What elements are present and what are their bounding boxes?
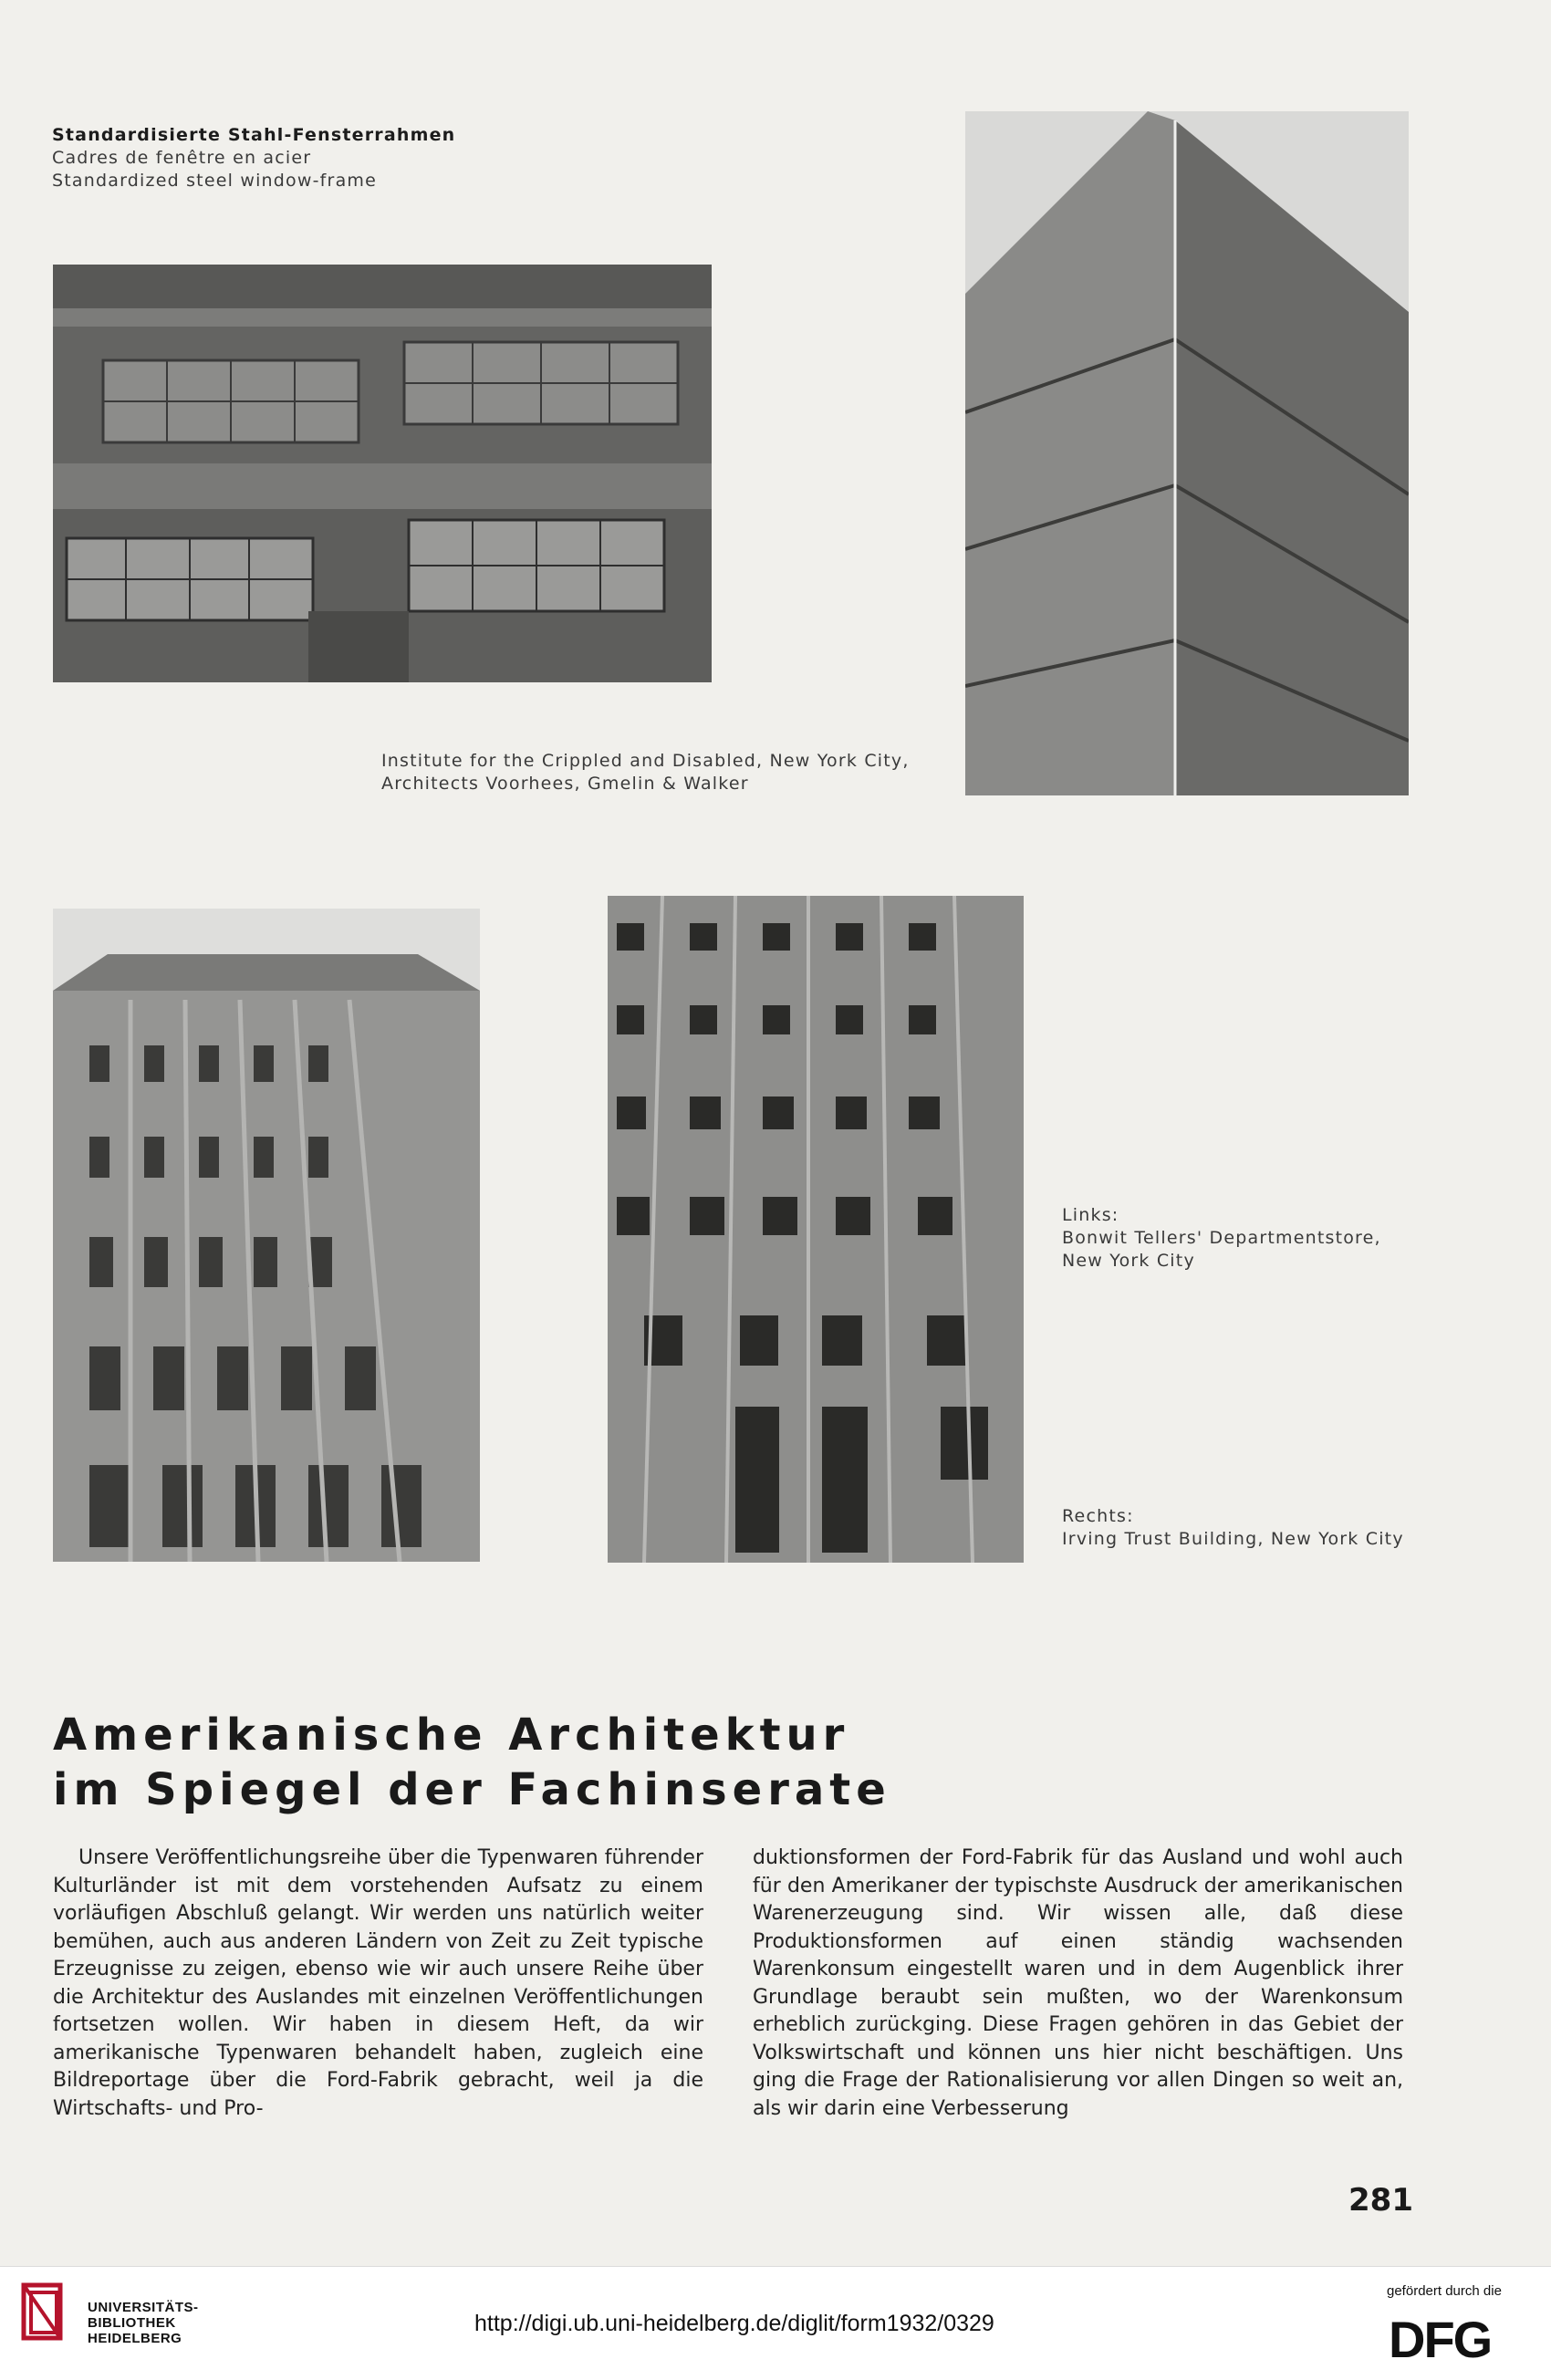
digitization-footer xyxy=(0,2266,1551,2380)
photo-steel-window-facade xyxy=(53,265,712,682)
ub-logo-icon xyxy=(18,2280,71,2344)
library-name-line-1: UNIVERSITÄTS- xyxy=(88,2300,199,2315)
library-name xyxy=(88,2300,199,2346)
photo-bonwit-teller xyxy=(53,909,480,1562)
headline-line-2: im Spiegel der Fachinserate xyxy=(53,1764,891,1815)
caption-steel-frames-de: Standardisierte Stahl-Fensterrahmen xyxy=(52,125,456,145)
body-column-2 xyxy=(753,1845,1403,2123)
headline-line-1: Amerikanische Architektur xyxy=(53,1710,850,1761)
caption-irving xyxy=(1062,1505,1404,1551)
caption-bonwit xyxy=(1062,1204,1381,1273)
source-url-link[interactable]: http://digi.ub.uni-heidelberg.de/diglit/form1932/0329 xyxy=(474,2311,994,2336)
body-column-1 xyxy=(53,1845,703,2123)
caption-bonwit-label: Links: xyxy=(1062,1205,1119,1225)
article-headline xyxy=(53,1708,891,1817)
caption-institute-architects: Architects Voorhees, Gmelin & Walker xyxy=(381,774,749,794)
caption-steel-frames-fr: Cadres de fenêtre en acier xyxy=(52,148,312,168)
photo-institute-corner xyxy=(965,111,1409,795)
library-name-line-3: HEIDELBERG xyxy=(88,2331,182,2346)
caption-steel-frames xyxy=(52,124,455,192)
caption-steel-frames-en: Standardized steel window-frame xyxy=(52,171,378,191)
page-number: 281 xyxy=(1348,2182,1413,2219)
caption-bonwit-city: New York City xyxy=(1062,1251,1195,1271)
funded-by-note: gefördert durch die xyxy=(1387,2283,1502,2299)
caption-irving-label: Rechts: xyxy=(1062,1506,1134,1526)
caption-bonwit-name: Bonwit Tellers' Departmentstore, xyxy=(1062,1228,1381,1248)
caption-irving-name: Irving Trust Building, New York City xyxy=(1062,1529,1404,1549)
caption-institute-name: Institute for the Crippled and Disabled, New York City, xyxy=(381,751,910,771)
library-name-line-2: BIBLIOTHEK xyxy=(88,2315,176,2331)
caption-institute xyxy=(381,750,910,795)
dfg-logo: DFG xyxy=(1389,2311,1492,2368)
photo-irving-trust xyxy=(608,896,1024,1563)
body-column-2-text: duktionsformen der Ford-Fabrik für das Ausland und wohl auch für den Amerikaner der typischste Ausdruck der amerikanischen Warenerzeugung sind. Wir wissen alle, daß diese Produktionsformen auf einen ständig wachsenden Warenkonsum eingestellt waren und in dem Augenblick ihrer Grundlage beraubt sein mußten, wo der Warenkonsum erheblich zurückging. Diese Fragen gehören in das Gebiet der Volkswirtschaft und können uns hier nicht beschäftigen. Uns ging die Frage der Rationalisierung vor allen Dingen so weit an, als wir darin eine Verbesserung xyxy=(753,1846,1403,2120)
body-column-1-text: Unsere Veröffentlichungsreihe über die Typenwaren führender Kulturländer ist mit dem vorstehenden Aufsatz zu einem vorläufigen Abschluß gelangt. Wir werden uns natürlich weiter bemühen, auch aus anderen Ländern von Zeit zu Zeit typische Erzeugnisse zu zeigen, ebenso wie wir auch unsere Reihe über die Architektur des Auslandes mit einzelnen Veröffentlichungen fortsetzen wollen. Wir haben in diesem Heft, da wir amerikanische Typenwaren behandelt haben, zugleich eine Bildreportage über die Ford-Fabrik gebracht, weil ja die Wirtschafts- und Pro- xyxy=(53,1846,703,2120)
